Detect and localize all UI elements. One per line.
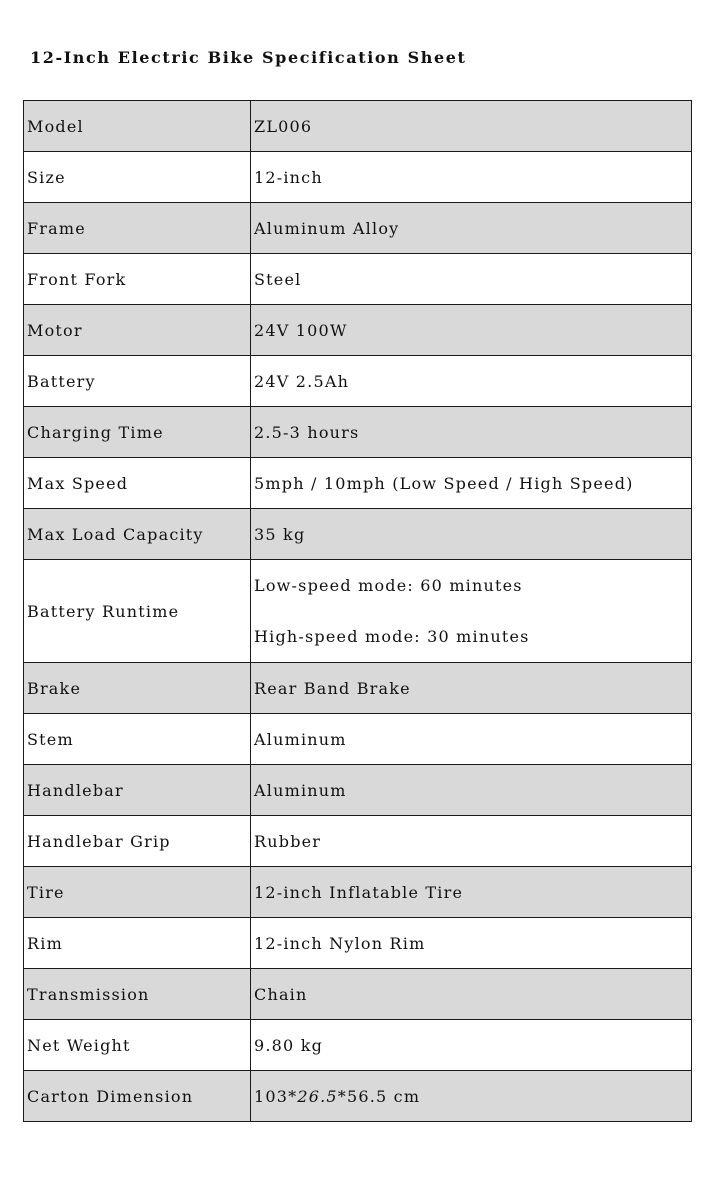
spec-value: 24V 100W bbox=[251, 305, 692, 356]
spec-value: Rear Band Brake bbox=[251, 663, 692, 714]
spec-value: Aluminum bbox=[251, 714, 692, 765]
table-row bbox=[24, 254, 692, 305]
table-row bbox=[24, 765, 692, 816]
spec-value: 24V 2.5Ah bbox=[251, 356, 692, 407]
table-row bbox=[24, 305, 692, 356]
spec-label: Front Fork bbox=[24, 254, 251, 305]
spec-value: 12-inch Inflatable Tire bbox=[251, 867, 692, 918]
spec-value: Steel bbox=[251, 254, 692, 305]
table-row bbox=[24, 918, 692, 969]
spec-label: Size bbox=[24, 152, 251, 203]
table-row bbox=[24, 356, 692, 407]
spec-value: 5mph / 10mph (Low Speed / High Speed) bbox=[251, 458, 692, 509]
spec-label: Handlebar bbox=[24, 765, 251, 816]
table-row bbox=[24, 663, 692, 714]
spec-value: 9.80 kg bbox=[251, 1020, 692, 1071]
carton-height: 56.5 cm bbox=[346, 1086, 421, 1106]
spec-label: Frame bbox=[24, 203, 251, 254]
spec-label: Model bbox=[24, 101, 251, 152]
table-row bbox=[24, 816, 692, 867]
spec-value: 35 kg bbox=[251, 509, 692, 560]
carton-length: 103 bbox=[254, 1086, 289, 1106]
spec-value bbox=[251, 1071, 692, 1122]
spec-table bbox=[23, 100, 692, 1122]
spec-value: Chain bbox=[251, 969, 692, 1020]
spec-label: Transmission bbox=[24, 969, 251, 1020]
spec-label: Battery bbox=[24, 356, 251, 407]
table-row bbox=[24, 560, 692, 663]
table-row bbox=[24, 1020, 692, 1071]
spec-label: Carton Dimension bbox=[24, 1071, 251, 1122]
spec-value: Rubber bbox=[251, 816, 692, 867]
spec-label: Stem bbox=[24, 714, 251, 765]
table-row bbox=[24, 1071, 692, 1122]
table-row bbox=[24, 407, 692, 458]
runtime-high-speed: High-speed mode: 30 minutes bbox=[254, 627, 530, 646]
table-row bbox=[24, 458, 692, 509]
spec-label: Rim bbox=[24, 918, 251, 969]
spec-label: Max Speed bbox=[24, 458, 251, 509]
spec-value: ZL006 bbox=[251, 101, 692, 152]
spec-value: 2.5-3 hours bbox=[251, 407, 692, 458]
spec-value bbox=[251, 560, 692, 663]
table-row bbox=[24, 867, 692, 918]
spec-value: Aluminum Alloy bbox=[251, 203, 692, 254]
spec-label: Tire bbox=[24, 867, 251, 918]
spec-label: Brake bbox=[24, 663, 251, 714]
spec-label: Motor bbox=[24, 305, 251, 356]
spec-label: Battery Runtime bbox=[24, 560, 251, 663]
spec-label: Net Weight bbox=[24, 1020, 251, 1071]
table-row bbox=[24, 101, 692, 152]
table-row bbox=[24, 714, 692, 765]
runtime-low-speed: Low-speed mode: 60 minutes bbox=[254, 576, 523, 595]
spec-label: Charging Time bbox=[24, 407, 251, 458]
table-row bbox=[24, 969, 692, 1020]
spec-value: 12-inch Nylon Rim bbox=[251, 918, 692, 969]
table-row bbox=[24, 152, 692, 203]
table-row bbox=[24, 203, 692, 254]
spec-label: Max Load Capacity bbox=[24, 509, 251, 560]
table-row bbox=[24, 509, 692, 560]
page-title: 12-Inch Electric Bike Specification Sheet bbox=[30, 48, 467, 67]
spec-label: Handlebar Grip bbox=[24, 816, 251, 867]
spec-value: 12-inch bbox=[251, 152, 692, 203]
carton-width: *26.5* bbox=[288, 1086, 347, 1106]
spec-value: Aluminum bbox=[251, 765, 692, 816]
